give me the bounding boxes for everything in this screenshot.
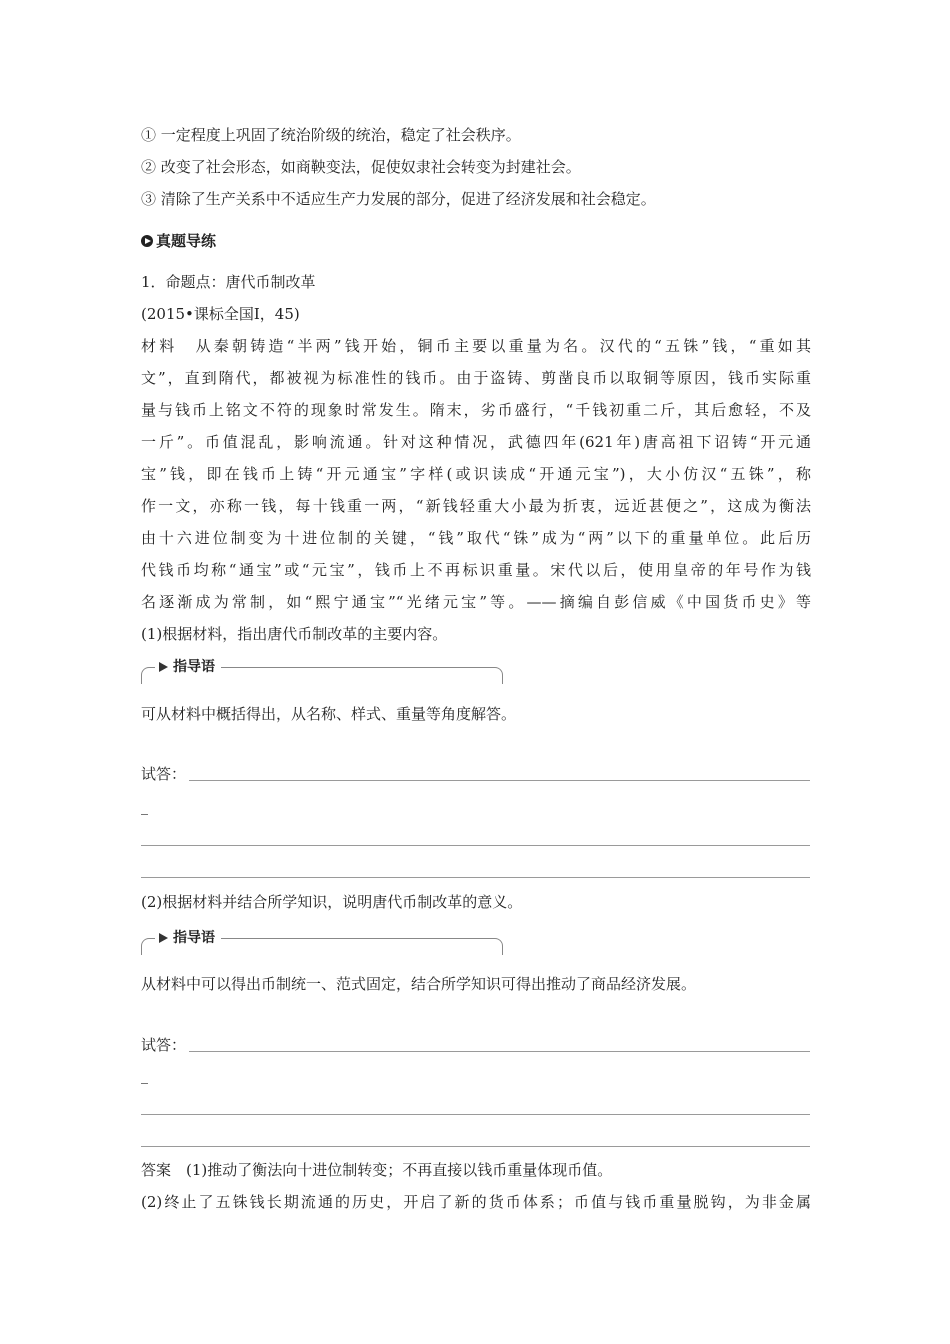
answer-label-2: 试答： [141, 1036, 187, 1054]
material-line: 作一文，亦称一钱，每十钱重一两，“新钱轻重大小最为折衷，远近甚便之”，这成为衡法 [141, 497, 811, 515]
intro-point-1: ① 一定程度上巩固了统治阶级的统治，稳定了社会秩序。 [141, 126, 521, 144]
intro-point-3: ③ 清除了生产关系中不适应生产力发展的部分，促进了经济发展和社会稳定。 [141, 190, 656, 208]
material-line: 文”，直到隋代，都被视为标准性的钱币。由于盗铸、剪凿良币以取铜等原因，钱币实际重 [141, 369, 811, 387]
material-line: 一斤”。币值混乱，影响流通。针对这种情况，武德四年(621年)唐高祖下诏铸“开元通 [141, 433, 811, 451]
answer-line[interactable] [141, 1146, 810, 1147]
material-line: 名逐渐成为常制，如“熙宁通宝”“光绪元宝”等。——摘编自彭信威《中国货币史》等 [141, 593, 811, 611]
arrow-right-icon [159, 933, 168, 943]
material-line: 代钱币均称“通宝”或“元宝”，钱币上不再标识重量。宋代以后，使用皇帝的年号作为钱 [141, 561, 811, 579]
material-line: 量与钱币上铭文不符的现象时常发生。隋末，劣币盛行，“千钱初重二斤，其后愈轻，不及 [141, 401, 811, 419]
guide-text-2: 从材料中可以得出币制统一、范式固定，结合所学知识可得出推动了商品经济发展。 [141, 975, 697, 993]
answer-line[interactable] [189, 1051, 810, 1052]
answer-line[interactable] [141, 1114, 810, 1115]
material-line: 由十六进位制变为十进位制的关键，“钱”取代“铢”成为“两”以下的重量单位。此后历 [141, 529, 811, 547]
answer-line[interactable] [141, 877, 810, 878]
guide-box-2 [141, 929, 503, 955]
guide-label: 指导语 [173, 930, 215, 946]
guide-tag [155, 658, 221, 676]
material-line: 宝”钱，即在钱币上铸“开元通宝”字样(或识读成“开通元宝”)，大小仿汉“五铢”，称 [141, 465, 811, 483]
answer-line[interactable] [189, 780, 810, 781]
arrow-right-icon [159, 662, 168, 672]
answer-line-1: 答案 (1)推动了衡法向十进位制转变；不再直接以钱币重量体现币值。 [141, 1161, 613, 1179]
sub-question-2: (2)根据材料并结合所学知识，说明唐代币制改革的意义。 [141, 893, 523, 911]
answer-line-dash [141, 814, 148, 815]
guide-box-1 [141, 658, 503, 684]
guide-text-1: 可从材料中概括得出，从名称、样式、重量等角度解答。 [141, 705, 517, 723]
sub-question-1: (1)根据材料，指出唐代币制改革的主要内容。 [141, 625, 448, 643]
answer-label-1: 试答： [141, 765, 187, 783]
play-circle-icon [141, 235, 153, 247]
section-heading [141, 231, 216, 251]
answer-line[interactable] [141, 845, 810, 846]
guide-tag [155, 929, 221, 947]
question-source: (2015•课标全国Ⅰ，45) [141, 305, 300, 323]
guide-label: 指导语 [173, 659, 215, 675]
intro-point-2: ② 改变了社会形态，如商鞅变法，促使奴隶社会转变为封建社会。 [141, 158, 581, 176]
section-heading-text: 真题导练 [156, 232, 217, 250]
answer-line-2: (2)终止了五铢钱长期流通的历史，开启了新的货币体系；币值与钱币重量脱钩，为非金属 [141, 1193, 811, 1211]
material-line: 材料 从秦朝铸造“半两”钱开始，铜币主要以重量为名。汉代的“五铢”钱，“重如其 [141, 337, 811, 355]
question-title: 1．命题点：唐代币制改革 [141, 273, 316, 291]
answer-line-dash [141, 1083, 148, 1084]
